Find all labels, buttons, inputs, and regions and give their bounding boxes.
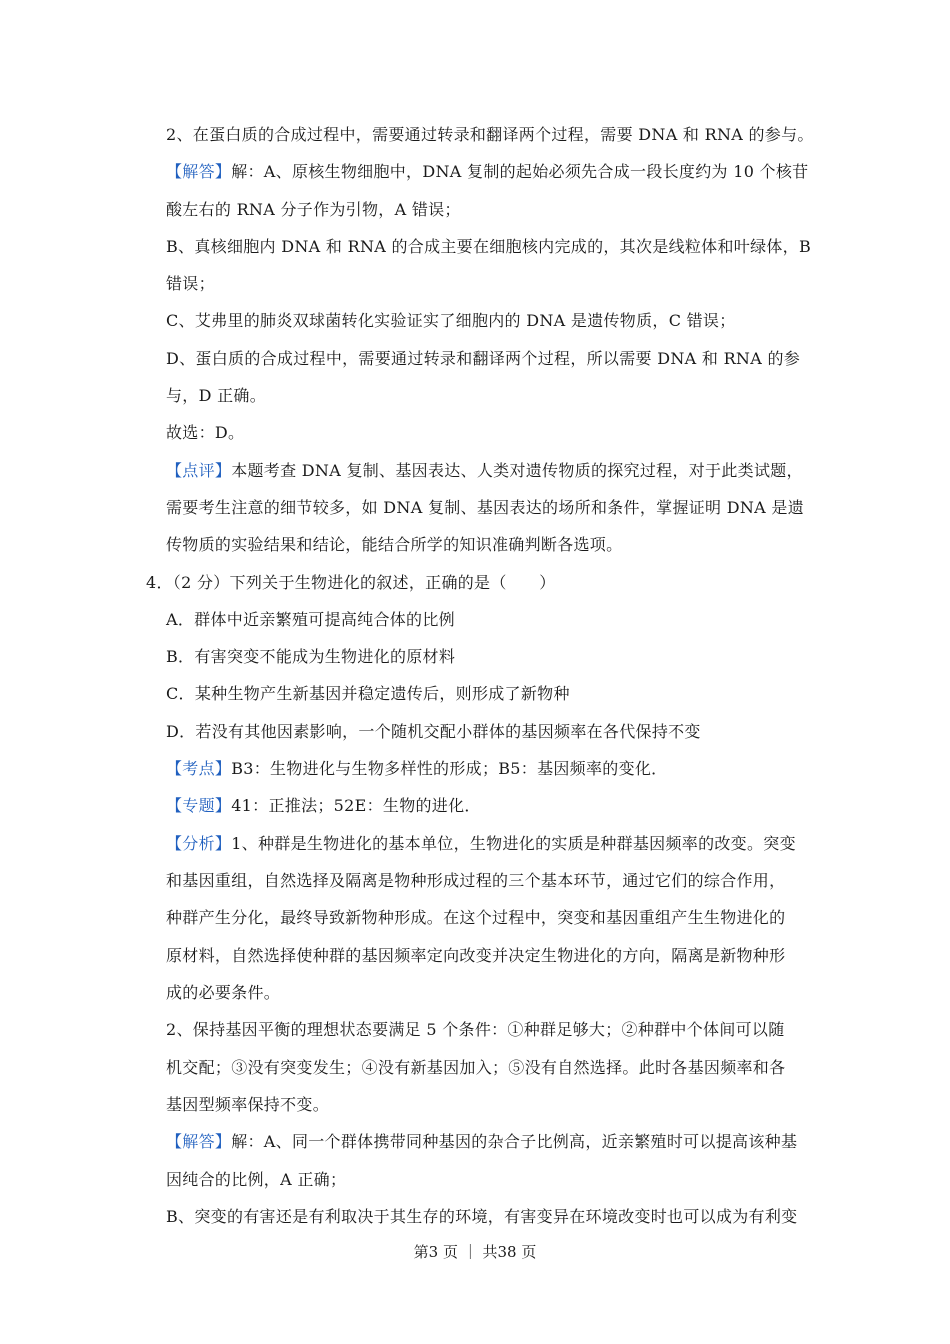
line-30: B、突变的有害还是有利取决于其生存的环境，有害变异在环境改变时也可以成为有利变 xyxy=(166,1207,798,1226)
line-7: D、蛋白质的合成过程中，需要通过转录和翻译两个过程，所以需要 DNA 和 RNA 的参 xyxy=(166,349,801,368)
option-a: A．群体中近亲繁殖可提高纯合体的比例 xyxy=(166,610,455,629)
line-10: 【点评】本题考查 DNA 复制、基因表达、人类对遗传物质的探究过程，对于此类试题， xyxy=(166,461,803,480)
option-d: D．若没有其他因素影响，一个随机交配小群体的基因频率在各代保持不变 xyxy=(166,722,701,741)
line-18: 【考点】B3：生物进化与生物多样性的形成；B5：基因频率的变化． xyxy=(166,759,668,778)
line-5: 错误； xyxy=(166,274,215,293)
line-8: 与，D 正确。 xyxy=(166,386,267,405)
line-2: 【解答】解：A、原核生物细胞中，DNA 复制的起始必须先合成一段长度约为 10 个核苷 xyxy=(166,162,809,181)
line-4: B、真核细胞内 DNA 和 RNA 的合成主要在细胞核内完成的，其次是线粒体和叶绿体，B xyxy=(166,237,812,256)
line-27: 基因型频率保持不变。 xyxy=(166,1095,330,1114)
option-c: C．某种生物产生新基因并稳定遗传后，则形成了新物种 xyxy=(166,684,570,703)
page-number: 第3 页 ｜ 共38 页 xyxy=(413,1243,537,1261)
line-6: C、艾弗里的肺炎双球菌转化实验证实了细胞内的 DNA 是遗传物质，C 错误； xyxy=(166,311,736,330)
answer-tag: 【解答】 xyxy=(166,162,232,181)
analysis-tag: 【分析】 xyxy=(166,834,232,853)
line-20: 【分析】1、种群是生物进化的基本单位，生物进化的实质是种群基因频率的改变。突变 xyxy=(166,834,796,853)
page-footer xyxy=(0,1242,950,1262)
line-29: 因纯合的比例，A 正确； xyxy=(166,1170,347,1189)
line-23: 原材料，自然选择使种群的基因频率定向改变并决定生物进化的方向，隔离是新物种形 xyxy=(166,946,786,965)
line-22: 种群产生分化，最终导致新物种形成。在这个过程中，突变和基因重组产生生物进化的 xyxy=(166,908,786,927)
line-24: 成的必要条件。 xyxy=(166,983,281,1002)
line-3: 酸左右的 RNA 分子作为引物，A 错误； xyxy=(166,200,461,219)
answer-tag-2: 【解答】 xyxy=(166,1132,232,1151)
line-9: 故选：D。 xyxy=(166,423,245,442)
knowledge-point-tag: 【考点】 xyxy=(166,759,232,778)
line-19: 【专题】41：正推法；52E：生物的进化． xyxy=(166,796,481,815)
line-26: 机交配；③没有突变发生；④没有新基因加入；⑤没有自然选择。此时各基因频率和各 xyxy=(166,1058,786,1077)
question-4-stem: 4．（2 分）下列关于生物进化的叙述，正确的是（ ） xyxy=(146,573,556,592)
line-21: 和基因重组，自然选择及隔离是物种形成过程的三个基本环节，通过它们的综合作用， xyxy=(166,871,786,890)
line-28: 【解答】解：A、同一个群体携带同种基因的杂合子比例高，近亲繁殖时可以提高该种基 xyxy=(166,1132,798,1151)
line-1: 2、在蛋白质的合成过程中，需要通过转录和翻译两个过程，需要 DNA 和 RNA 的参与。 xyxy=(166,125,814,144)
comment-tag: 【点评】 xyxy=(166,461,232,480)
line-11: 需要考生注意的细节较多，如 DNA 复制、基因表达的场所和条件，掌握证明 DNA 是遗 xyxy=(166,498,805,517)
option-b: B．有害突变不能成为生物进化的原材料 xyxy=(166,647,456,666)
line-25: 2、保持基因平衡的理想状态要满足 5 个条件：①种群足够大；②种群中个体间可以随 xyxy=(166,1020,785,1039)
line-12: 传物质的实验结果和结论，能结合所学的知识准确判断各选项。 xyxy=(166,535,623,554)
topic-tag: 【专题】 xyxy=(166,796,232,815)
